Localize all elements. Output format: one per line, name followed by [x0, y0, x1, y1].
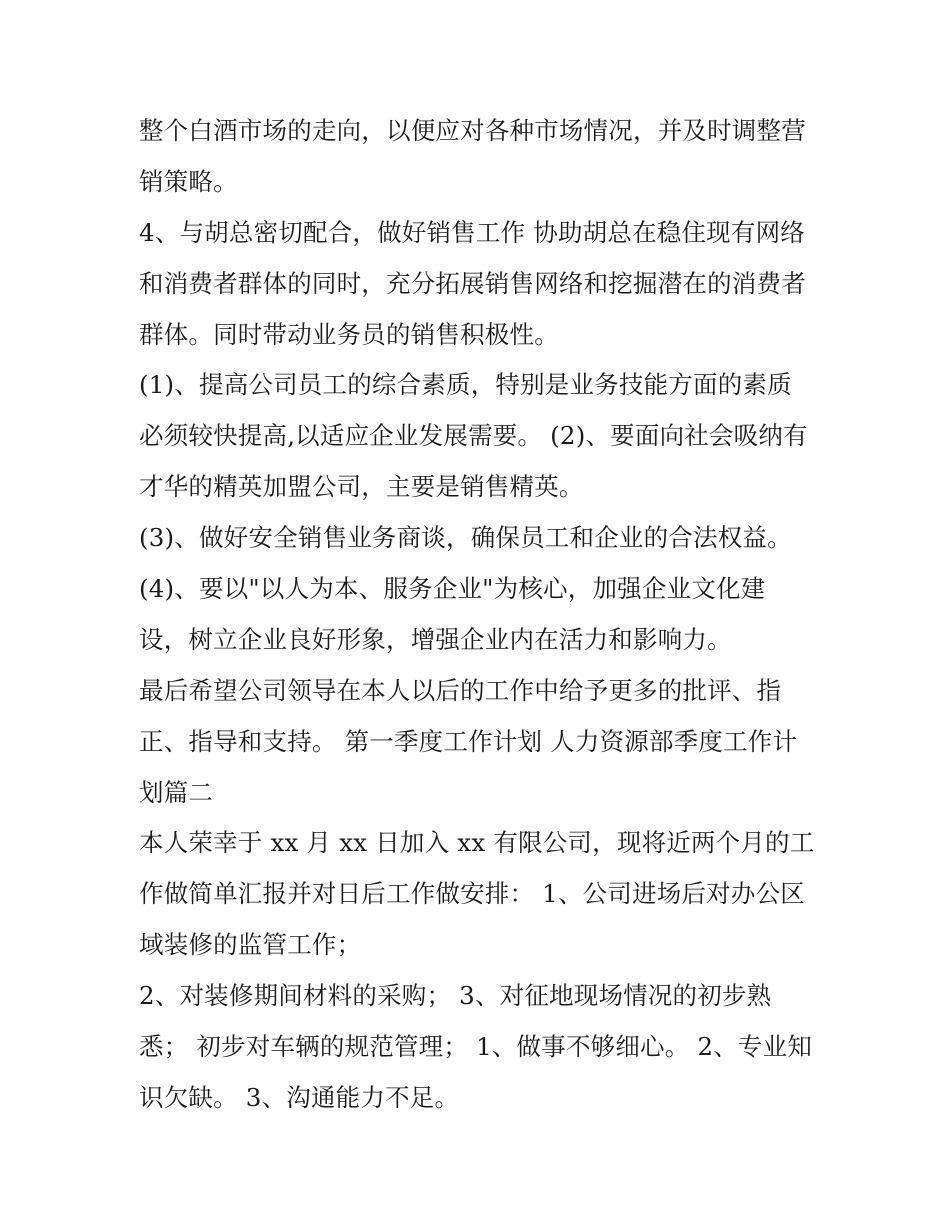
text-line: 识欠缺。 3、沟通能力不足。	[139, 1082, 460, 1112]
text-line: (3)、做好安全销售业务商谈，确保员工和企业的合法权益。	[139, 523, 792, 553]
text-line: 和消费者群体的同时，充分拓展销售网络和挖掘潜在的消费者	[139, 268, 806, 298]
text-line: (4)、要以"以人为本、服务企业"为核心，加强企业文化建	[139, 574, 766, 604]
text-line: 群体。同时带动业务员的销售积极性。	[139, 319, 559, 349]
text-line: 必须较快提高,以适应企业发展需要。 (2)、要面向社会吸纳有	[139, 421, 808, 451]
document-body	[139, 106, 829, 1124]
text-line: 正、指导和支持。 第一季度工作计划 人力资源部季度工作计	[139, 726, 798, 756]
text-line: (1)、提高公司员工的综合素质，特别是业务技能方面的素质	[139, 370, 792, 400]
text-line: 销策略。	[139, 166, 238, 196]
text-line: 作做简单汇报并对日后工作做安排： 1、公司进场后对办公区	[139, 879, 805, 909]
text-line: 设，树立企业良好形象，增强企业内在活力和影响力。	[139, 624, 732, 654]
text-line: 悉； 初步对车辆的规范管理； 1、做事不够细心。 2、专业知	[139, 1032, 813, 1062]
text-line: 2、对装修期间材料的采购； 3、对征地现场情况的初步熟	[139, 981, 772, 1011]
text-line: 域装修的监管工作；	[139, 930, 362, 960]
text-line: 4、与胡总密切配合，做好销售工作 协助胡总在稳住现有网络	[139, 217, 805, 247]
text-line: 才华的精英加盟公司，主要是销售精英。	[139, 472, 584, 502]
text-line: 本人荣幸于 xx 月 xx 日加入 xx 有限公司，现将近两个月的工	[139, 828, 815, 858]
text-line: 最后希望公司领导在本人以后的工作中给予更多的批评、指	[139, 675, 782, 705]
text-line: 划篇二	[139, 777, 214, 807]
text-line: 整个白酒市场的走向，以便应对各种市场情况，并及时调整营	[139, 116, 806, 145]
